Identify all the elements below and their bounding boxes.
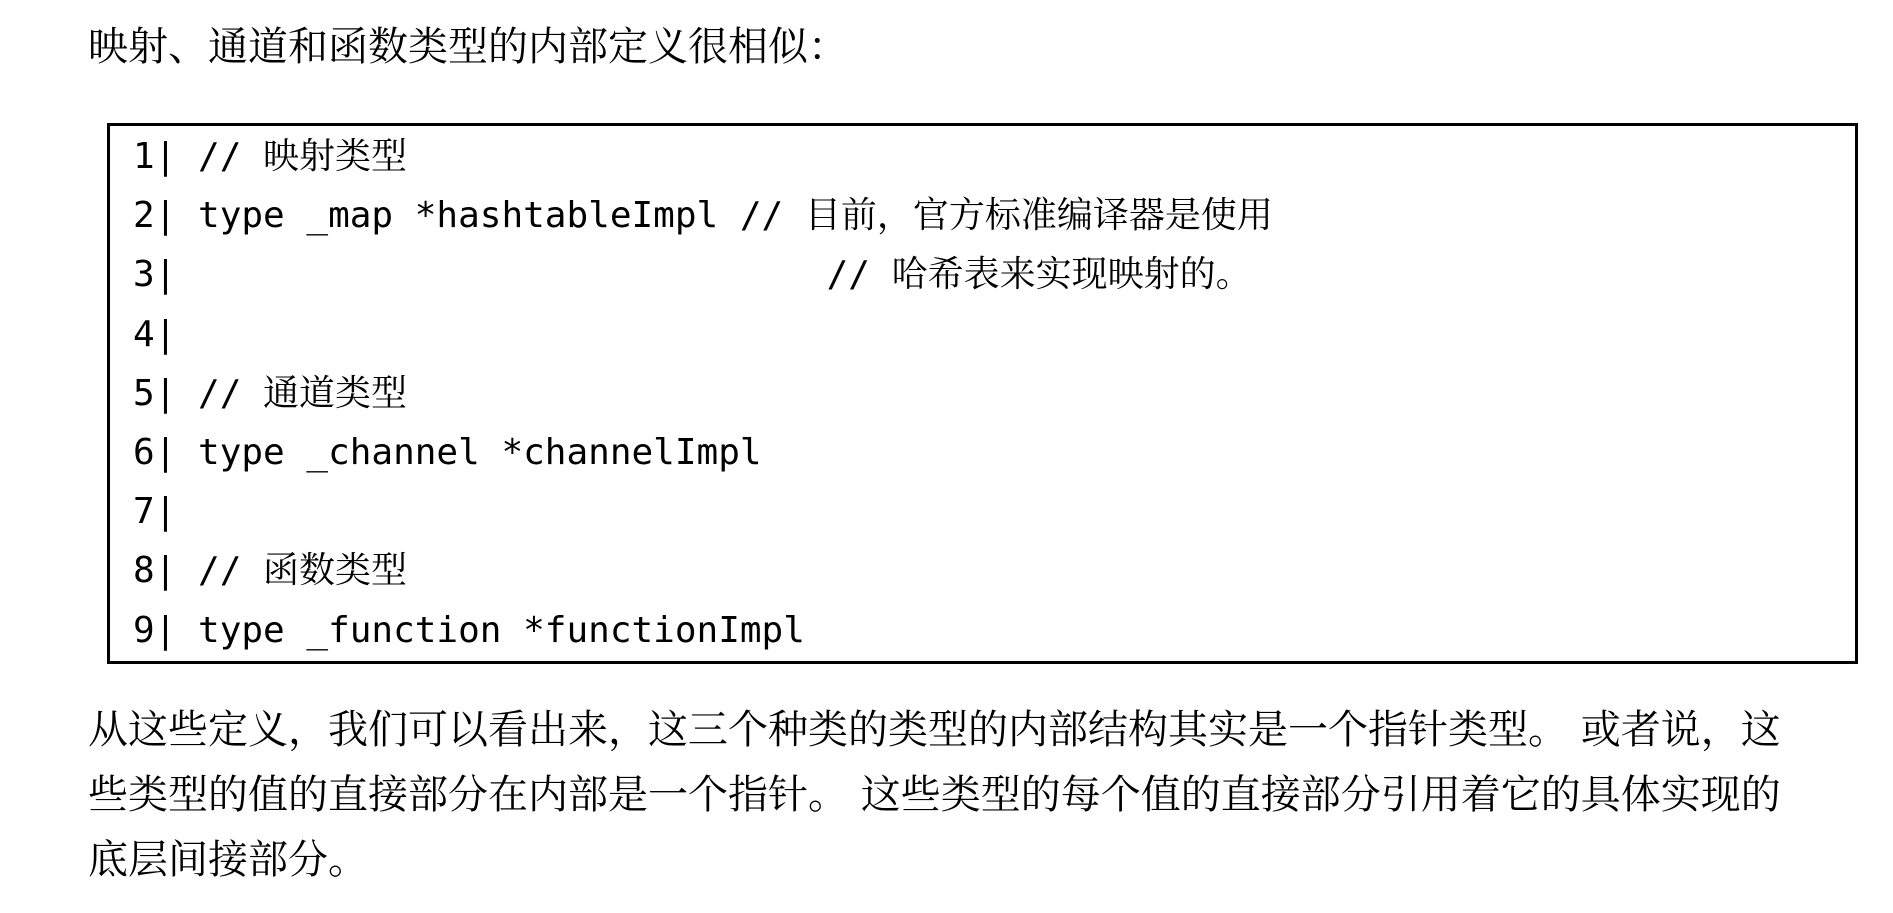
code-line: 5| // 通道类型	[133, 372, 408, 414]
outro-line: 从这些定义，我们可以看出来，这三个种类的类型的内部结构其实是一个指针类型。 或者说，这	[88, 707, 1781, 753]
code-line: 2| type _map *hashtableImpl // 目前，官方标准编译器是使用	[133, 195, 1273, 237]
code-line: 4|	[133, 313, 177, 355]
code-line: 7|	[133, 491, 177, 533]
code-line: 6| type _channel *channelImpl	[133, 431, 762, 473]
outro-line: 底层间接部分。	[88, 837, 368, 883]
intro-paragraph: 映射、通道和函数类型的内部定义很相似：	[88, 24, 848, 70]
code-block	[107, 123, 1858, 664]
code-line: 8| // 函数类型	[133, 550, 408, 592]
code-line: 9| type _function *functionImpl	[133, 609, 805, 651]
outro-paragraph	[88, 698, 1878, 893]
code-line: 1| // 映射类型	[133, 136, 408, 177]
outro-line: 些类型的值的直接部分在内部是一个指针。 这些类型的每个值的直接部分引用着它的具体实现的	[88, 772, 1781, 818]
code-line: 3| // 哈希表来实现映射的。	[133, 254, 1252, 296]
